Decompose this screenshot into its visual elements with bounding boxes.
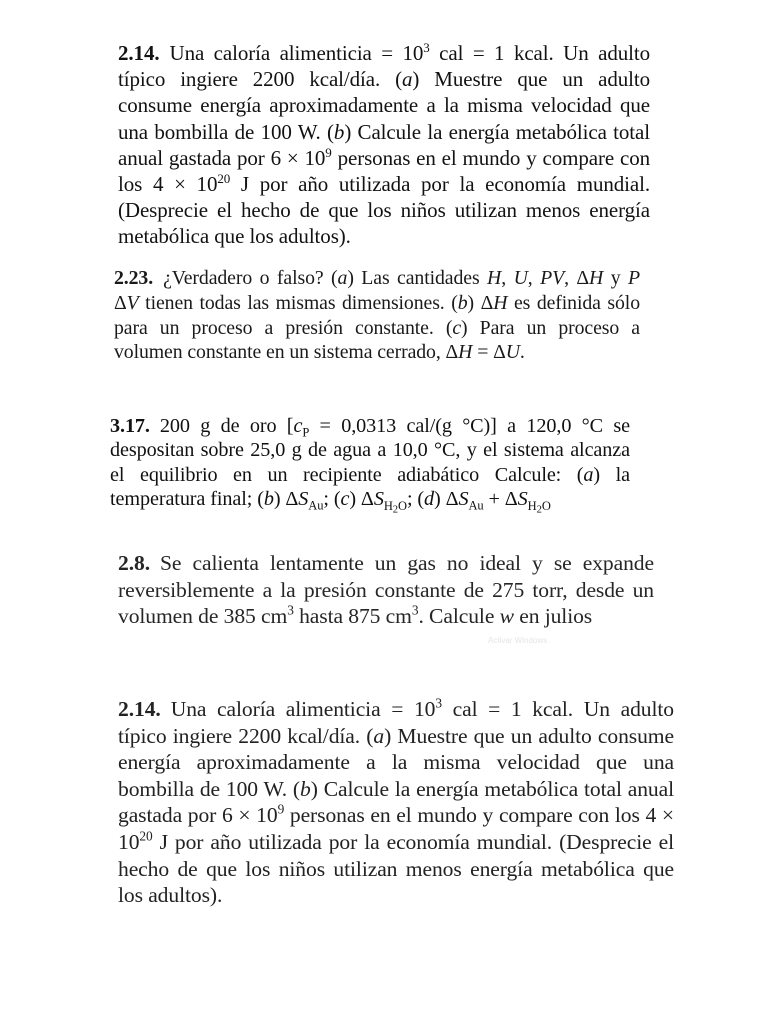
variable: w [499, 604, 514, 629]
part-letter: c [340, 488, 350, 511]
problem-text: ) Las cantidades [347, 267, 488, 289]
subscript-text: H [383, 498, 393, 513]
variable: H [487, 267, 502, 289]
problem-text: , [527, 267, 541, 289]
subscript: P [302, 425, 310, 440]
variable: c [293, 415, 303, 437]
problem-text: , Δ [564, 267, 590, 289]
problem-text: ) Para un proceso a volumen constante en un sistema cerrado, Δ [114, 316, 640, 364]
problem-text: Una caloría alimenticia = 10 [170, 697, 436, 721]
problem-text: ; ( [406, 488, 425, 511]
problem-text: personas en el mundo y compare con los 4 × 10 [118, 803, 674, 854]
part-letter: a [583, 463, 594, 486]
problem-text: + Δ [483, 488, 518, 511]
part-letter: c [452, 316, 462, 339]
variable: PV [540, 267, 565, 289]
problem-text: es definida sólo para un proceso a presión constante. ( [114, 291, 640, 339]
subscript-digit: 2 [392, 504, 398, 516]
variable: H [589, 267, 604, 289]
problem-text: = 0,0313 cal/(g °C)] a 120,0 °C se despositan sobre 25,0 g de agua a 10,0 °C, y el sistema alcanza el equilibrio en un recipiente adiabático Calcule: ( [110, 415, 631, 486]
problem-text: . [519, 341, 525, 364]
problem-text: , [501, 267, 514, 289]
part-letter: d [424, 488, 435, 511]
subscript: Au [468, 498, 484, 513]
problem-text: cal = 1 kcal. Un adulto típico ingiere 2200 kcal/día. ( [118, 41, 650, 92]
problem-text: ) Calcule la energía metabólica total anual gastada por 6 × 10 [118, 119, 650, 170]
exponent: 3 [287, 602, 294, 618]
problem-text: ; ( [323, 488, 341, 511]
problem-text: ) Δ [467, 291, 494, 314]
part-letter: b [300, 776, 311, 801]
problem-text: ) Muestre que un adulto consume energía aproximadamente a la misma velocidad que una bombilla de 100 W. ( [118, 67, 650, 144]
problem-text: personas en el mundo y compare con los 4 × 10 [118, 145, 650, 197]
subscript [527, 498, 551, 516]
subscript-text: O [397, 498, 407, 513]
variable: V [126, 291, 139, 314]
exponent: 9 [325, 144, 332, 160]
subscript-digit: 2 [536, 504, 542, 516]
problem-text: ) la temperatura final; ( [110, 463, 630, 511]
variable: H [493, 291, 508, 314]
problem-2-14-bottom [118, 696, 674, 909]
variable: U [513, 267, 528, 289]
problem-text: ) Δ [434, 488, 459, 511]
exponent: 20 [139, 828, 153, 844]
problem-text: J por año utilizada por la economía mundial. (Desprecie el hecho de que los niños utilizan menos energía metabólica que los adultos). [118, 829, 674, 908]
subscript: Au [308, 498, 324, 513]
problem-text: hasta 875 cm [293, 604, 412, 629]
variable: S [298, 488, 309, 511]
subscript-text: H [527, 498, 537, 513]
variable: U [505, 341, 520, 364]
problem-text: ) Calcule la energía metabólica total anual gastada por 6 × 10 [118, 776, 674, 828]
variable: S [517, 488, 528, 511]
problem-3-17 [110, 414, 631, 516]
variable: H [458, 341, 473, 364]
problem-text: Se calienta lentamente un gas no ideal y se expande reversiblemente a la presión constante de 275 torr, desde un volumen de 385 cm [118, 551, 654, 629]
subscript [383, 498, 407, 516]
variable: S [458, 488, 469, 511]
problem-text: = Δ [472, 341, 506, 364]
exponent: 3 [411, 602, 419, 618]
problem-text: en julios [513, 604, 593, 629]
part-letter: b [457, 291, 468, 314]
problem-text: . Calcule [418, 604, 500, 629]
problem-text: Δ [114, 291, 127, 314]
part-letter: b [333, 119, 345, 144]
problem-text: Una caloría alimenticia = 10 [169, 41, 424, 65]
problem-2-14-top [118, 40, 650, 250]
part-letter: b [263, 488, 274, 511]
problem-text: tienen todas las mismas dimensiones. ( [138, 291, 458, 314]
problem-number: 2.14. [118, 697, 161, 721]
problem-text: y [603, 267, 629, 289]
problem-text: ) Δ [273, 488, 299, 511]
part-letter: a [373, 723, 385, 748]
problem-number: 2.23. [114, 267, 154, 289]
exponent: 3 [423, 39, 430, 55]
problem-text: cal = 1 kcal. Un adulto típico ingiere 2200 kcal/día. ( [118, 697, 674, 748]
problem-number: 3.17. [110, 415, 150, 437]
problem-number: 2.14. [118, 41, 160, 65]
exponent: 9 [277, 802, 285, 818]
problem-text: ) Muestre que un adulto consume energía aproximadamente a la misma velocidad que una bombilla de 100 W. ( [118, 723, 674, 801]
exponent: 3 [435, 695, 442, 711]
problem-number: 2.8. [118, 551, 150, 575]
problem-text: ) Δ [349, 488, 374, 511]
problem-2-8 [118, 550, 654, 630]
part-letter: a [337, 267, 348, 289]
variable: S [373, 488, 384, 511]
problem-2-23 [114, 266, 640, 365]
problem-text: ¿Verdadero o falso? ( [163, 267, 338, 289]
problem-text: 200 g de oro [ [159, 415, 294, 437]
variable: P [628, 267, 640, 289]
exponent: 20 [217, 170, 231, 186]
watermark: Activar Windows [488, 636, 548, 645]
problem-text: J por año utilizada por la economía mundial. (Desprecie el hecho de que los niños utilizan menos energía metabólica que los adultos). [118, 172, 650, 249]
part-letter: a [402, 67, 413, 92]
subscript-text: O [541, 498, 551, 513]
